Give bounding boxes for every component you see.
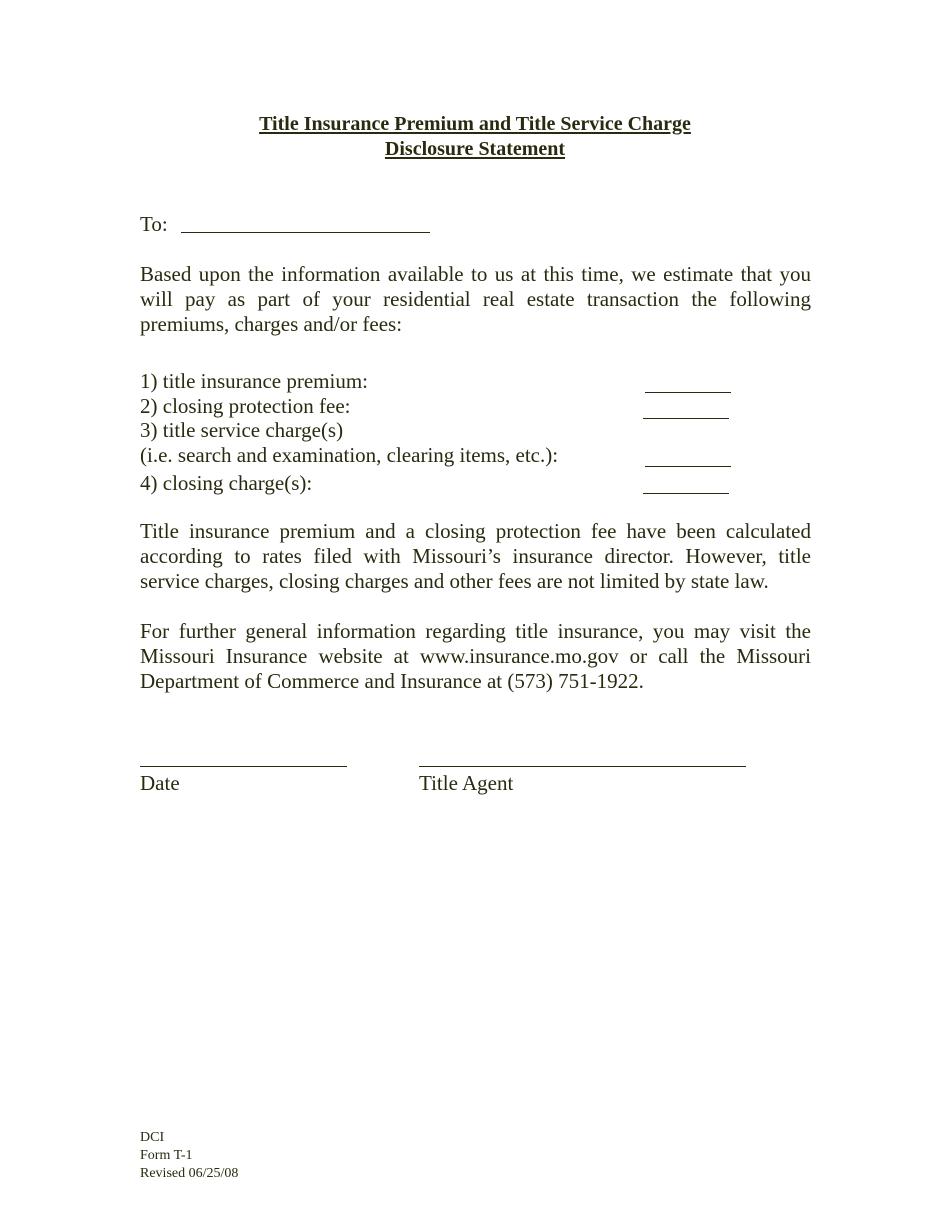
title-agent-label: Title Agent [419, 771, 514, 795]
closing-charges-blank[interactable] [643, 493, 729, 494]
intro-paragraph: Based upon the information available to us at this time, we estimate that you will pay as part of your residential real estate transaction the following premiums, charges and/or fees: [140, 262, 811, 336]
item-title-service-charges-note: (i.e. search and examination, clearing items, etc.): [140, 443, 559, 467]
to-blank-field[interactable] [181, 232, 430, 233]
footer-form-number: Form T-1 [140, 1148, 193, 1163]
document-subtitle: Disclosure Statement [384, 138, 566, 160]
title-insurance-premium-blank[interactable] [645, 392, 731, 393]
closing-protection-fee-blank[interactable] [643, 418, 729, 419]
date-label: Date [140, 771, 180, 795]
to-label: To: [140, 212, 168, 236]
document-title: Title Insurance Premium and Title Service Charge [259, 113, 691, 135]
footer-agency: DCI [140, 1130, 165, 1145]
item-title-service-charges: 3) title service charge(s) [140, 418, 344, 442]
title-service-charges-blank[interactable] [645, 466, 731, 467]
title-agent-signature-line[interactable] [419, 766, 746, 767]
footer-revision-date: Revised 06/25/08 [140, 1166, 239, 1181]
rates-paragraph: Title insurance premium and a closing protection fee have been calculated according to rates filed with Missouri’s insurance director. However, title service charges, closing charges and other fees are not limited by state law. [140, 519, 811, 593]
info-paragraph: For further general information regarding title insurance, you may visit the Missouri Insurance website at www.insurance.mo.gov or call the Missouri Department of Commerce and Insurance at (573) 751-1922. [140, 619, 811, 693]
item-closing-protection-fee: 2) closing protection fee: [140, 394, 351, 418]
item-title-insurance-premium: 1) title insurance premium: [140, 369, 369, 393]
item-closing-charges: 4) closing charge(s): [140, 471, 313, 495]
date-signature-line[interactable] [140, 766, 347, 767]
